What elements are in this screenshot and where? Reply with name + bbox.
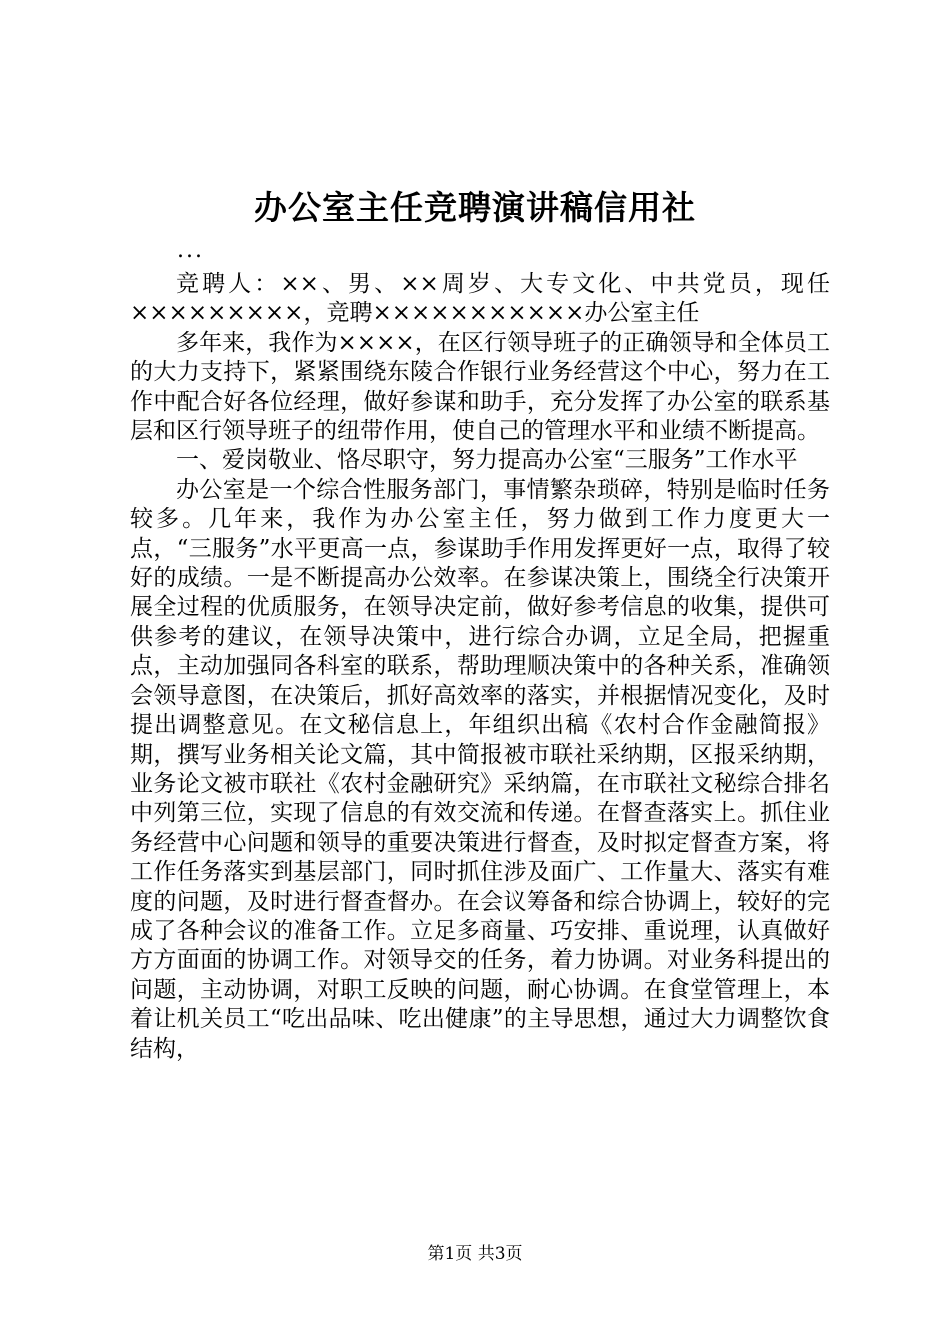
paragraph-office-work: 办公室是一个综合性服务部门，事情繁杂琐碎，特别是临时任务较多。几年来，我作为办公室主任，努力做到工作力度更大一点，“三服务”水平更高一点，参谋助手作用发挥更好一点，取得了较好的成绩。一是不断提高办公效率。在参谋决策上，围绕全行决策开展全过程的优质服务，在领导决定前，做好参考信息的收集，提供可供参考的建议，在领导决策中，进行综合办调，立足全局，把握重点，主动加强同各科室的联系，帮助理顺决策中的各种关系，准确领会领导意图，在决策后，抓好高效率的落实，并根据情况变化，及时提出调整意见。在文秘信息上，年组织出稿《农村合作金融简报》期，撰写业务相关论文篇，其中简报被市联社采纳期，区报采纳期，业务论文被市联社《农村金融研究》采纳篇，在市联社文秘综合排名中列第三位，实现了信息的有效交流和传递。在督查落实上。抓住业务经营中心问题和领导的重要决策进行督查，及时拟定督查方案，将工作任务落实到基层部门，同时抓住涉及面广、工作量大、落实有难度的问题，及时进行督查督办。在会议筹备和综合协调上，较好的完成了各种会议的准备工作。立足多商量、巧安排、重说理，认真做好方方面面的协调工作。对领导交的任务，着力协调。对业务科提出的问题，主动协调，对职工反映的问题，耐心协调。在食堂管理上，本着让机关员工“吃出品味、吃出健康”的主导思想，通过大力调整饮食结构， [130,476,830,1062]
document-body [130,270,830,1064]
page-footer: 第1页 共3页 [427,1244,523,1264]
section-heading-1: 一、爱岗敬业、恪尽职守，努力提高办公室“三服务”工作水平 [176,447,798,474]
paragraph-introduction: 多年来，我作为××××，在区行领导班子的正确领导和全体员工的大力支持下，紧紧围绕东陵合作银行业务经营这个中心，努力在工作中配合好各位经理，做好参谋和助手，充分发挥了办公室的联系基层和区行领导班子的纽带作用，使自己的管理水平和业绩不断提高。 [130,329,830,445]
ellipsis-mark: ... [177,238,204,263]
document-title: 办公室主任竞聘演讲稿信用社 [254,188,696,227]
paragraph-applicant-info: 竞聘人：××、男、××周岁、大专文化、中共党员，现任×××××××××，竞聘×××××××××××办公室主任 [130,271,830,327]
